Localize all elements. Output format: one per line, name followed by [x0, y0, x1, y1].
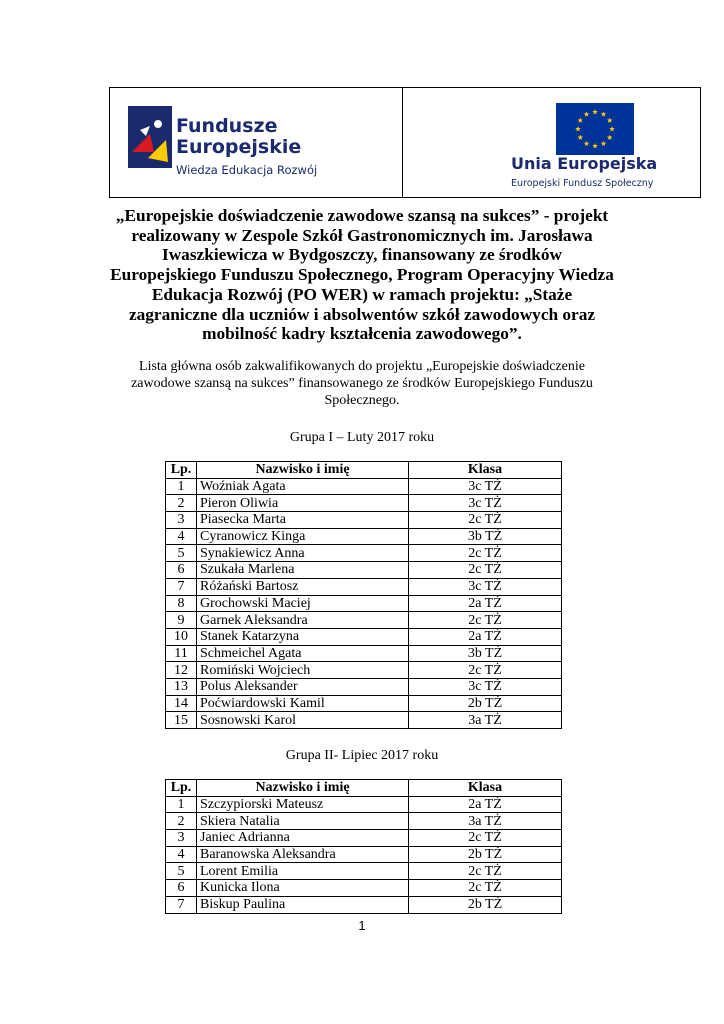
table-row	[166, 863, 562, 880]
table-row	[166, 595, 562, 612]
header-klasa: Klasa	[409, 462, 562, 479]
row-name: Woźniak Agata	[197, 478, 409, 495]
intro-line: Lista główna osób zakwalifikowanych do projektu „Europejskie doświadczenie	[139, 359, 585, 374]
table-row	[166, 495, 562, 512]
title-line: realizowany w Zespole Szkół Gastronomicznych im. Jarosława	[131, 225, 593, 245]
row-name: Polus Aleksander	[197, 678, 409, 695]
group-2-table	[165, 779, 562, 914]
row-lp: 8	[166, 595, 197, 612]
row-klasa: 2b TŻ	[409, 846, 562, 863]
row-klasa: 3b TŻ	[409, 645, 562, 662]
row-name: Kunicka Ilona	[197, 880, 409, 897]
row-klasa: 2c TŻ	[409, 612, 562, 629]
table-header-row	[166, 780, 562, 797]
row-name: Baranowska Aleksandra	[197, 846, 409, 863]
row-lp: 10	[166, 628, 197, 645]
intro-line: Społecznego.	[324, 393, 400, 408]
table-row	[166, 880, 562, 897]
row-lp: 2	[166, 813, 197, 830]
row-lp: 14	[166, 695, 197, 712]
table-row	[166, 830, 562, 847]
row-name: Schmeichel Agata	[197, 645, 409, 662]
fe-logo-tagline: Wiedza Edukacja Rozwój	[176, 163, 318, 177]
row-klasa: 2a TŻ	[409, 796, 562, 813]
table-row	[166, 896, 562, 913]
row-name: Szukała Marlena	[197, 562, 409, 579]
row-klasa: 2c TŻ	[409, 830, 562, 847]
row-klasa: 2a TŻ	[409, 628, 562, 645]
row-klasa: 2c TŻ	[409, 562, 562, 579]
group-1-title: Grupa I – Luty 2017 roku	[289, 430, 435, 445]
row-name: Pieron Oliwia	[197, 495, 409, 512]
intro-line: zawodowe szansą na sukces” finansowanego ze środków Europejskiego Funduszu	[131, 376, 593, 391]
table-row	[166, 846, 562, 863]
row-lp: 6	[166, 880, 197, 897]
row-lp: 15	[166, 712, 197, 729]
row-lp: 11	[166, 645, 197, 662]
row-lp: 3	[166, 830, 197, 847]
row-name: Różański Bartosz	[197, 578, 409, 595]
table-row	[166, 612, 562, 629]
row-klasa: 3a TŻ	[409, 712, 562, 729]
table-row	[166, 695, 562, 712]
row-name: Cyranowicz Kinga	[197, 528, 409, 545]
row-name: Garnek Aleksandra	[197, 612, 409, 629]
table-row	[166, 562, 562, 579]
row-name: Poćwiardowski Kamil	[197, 695, 409, 712]
table-row	[166, 512, 562, 529]
table-row	[166, 813, 562, 830]
row-name: Skiera Natalia	[197, 813, 409, 830]
title-line: Iwaszkiewicza w Bydgoszczy, finansowany ze środków	[161, 245, 563, 265]
header-name: Nazwisko i imię	[197, 462, 409, 479]
row-lp: 5	[166, 863, 197, 880]
intro-paragraph	[104, 358, 620, 409]
eu-logo-name: Unia Europejska	[511, 154, 658, 173]
row-lp: 4	[166, 528, 197, 545]
row-lp: 9	[166, 612, 197, 629]
row-klasa: 2c TŻ	[409, 880, 562, 897]
title-line: zagraniczne dla uczniów i absolwentów szkół zawodowych oraz	[128, 304, 596, 324]
fe-logo-line2: Europejskie	[176, 136, 302, 158]
unia-europejska-logo	[403, 88, 700, 197]
table-row	[166, 712, 562, 729]
header-lp: Lp.	[166, 462, 197, 479]
header-name: Nazwisko i imię	[197, 780, 409, 797]
table-row	[166, 645, 562, 662]
row-klasa: 3b TŻ	[409, 528, 562, 545]
row-lp: 6	[166, 562, 197, 579]
row-lp: 5	[166, 545, 197, 562]
eu-logo-fund: Europejski Fundusz Społeczny	[511, 178, 654, 189]
row-klasa: 3c TŻ	[409, 478, 562, 495]
row-klasa: 2c TŻ	[409, 545, 562, 562]
row-lp: 4	[166, 846, 197, 863]
table-row	[166, 678, 562, 695]
row-name: Sosnowski Karol	[197, 712, 409, 729]
table-row	[166, 662, 562, 679]
fe-logo-line1: Fundusze	[176, 115, 278, 137]
row-name: Szczypiorski Mateusz	[197, 796, 409, 813]
row-lp: 1	[166, 478, 197, 495]
document-title	[105, 206, 619, 344]
title-line: Edukacja Rozwój (PO WER) w ramach projektu: „Staże	[151, 284, 573, 304]
table-header-row	[166, 462, 562, 479]
row-klasa: 3a TŻ	[409, 813, 562, 830]
row-lp: 13	[166, 678, 197, 695]
row-klasa: 2c TŻ	[409, 512, 562, 529]
logo-header	[109, 87, 701, 198]
row-name: Romiński Wojciech	[197, 662, 409, 679]
group-2-title: Grupa II- Lipiec 2017 roku	[285, 748, 439, 763]
row-name: Stanek Katarzyna	[197, 628, 409, 645]
table-row	[166, 545, 562, 562]
row-klasa: 2b TŻ	[409, 896, 562, 913]
row-name: Synakiewicz Anna	[197, 545, 409, 562]
header-klasa: Klasa	[409, 780, 562, 797]
group-1-table	[165, 461, 562, 729]
row-lp: 2	[166, 495, 197, 512]
table-row	[166, 528, 562, 545]
row-lp: 1	[166, 796, 197, 813]
row-klasa: 3c TŻ	[409, 678, 562, 695]
row-lp: 12	[166, 662, 197, 679]
row-name: Lorent Emilia	[197, 863, 409, 880]
row-name: Janiec Adrianna	[197, 830, 409, 847]
row-klasa: 3c TŻ	[409, 495, 562, 512]
table-row	[166, 628, 562, 645]
row-klasa: 2a TŻ	[409, 595, 562, 612]
title-line: mobilność kadry kształcenia zawodowego”.	[202, 324, 522, 344]
row-lp: 7	[166, 578, 197, 595]
row-lp: 7	[166, 896, 197, 913]
table-row	[166, 796, 562, 813]
row-klasa: 2c TŻ	[409, 863, 562, 880]
header-lp: Lp.	[166, 780, 197, 797]
title-line: „Europejskie doświadczenie zawodowe szansą na sukces” - projekt	[115, 206, 609, 225]
row-klasa: 2c TŻ	[409, 662, 562, 679]
title-line: Europejskiego Funduszu Społecznego, Program Operacyjny Wiedza	[110, 265, 614, 285]
row-name: Grochowski Maciej	[197, 595, 409, 612]
table-row	[166, 578, 562, 595]
row-name: Biskup Paulina	[197, 896, 409, 913]
fundusze-europejskie-flag-icon	[128, 106, 172, 168]
row-klasa: 3c TŻ	[409, 578, 562, 595]
table-row	[166, 478, 562, 495]
row-lp: 3	[166, 512, 197, 529]
row-klasa: 2b TŻ	[409, 695, 562, 712]
fundusze-europejskie-logo	[110, 88, 403, 197]
page-number: 1	[358, 918, 366, 933]
eu-flag-icon	[556, 103, 634, 155]
row-name: Piasecka Marta	[197, 512, 409, 529]
